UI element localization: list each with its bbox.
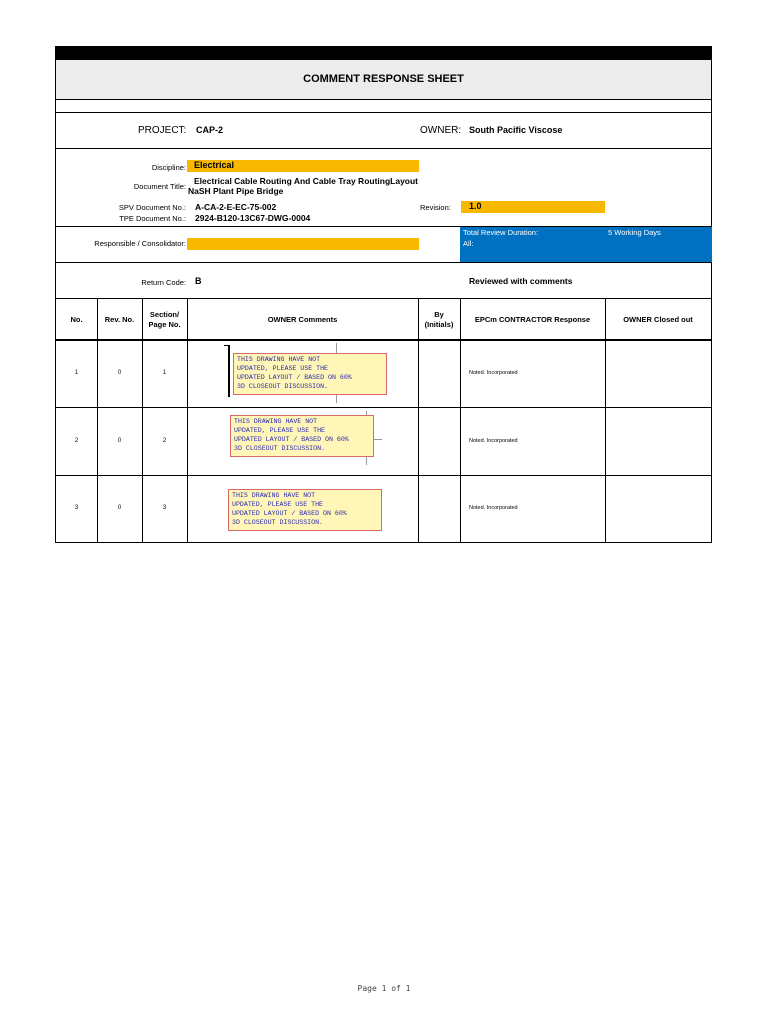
title-block xyxy=(55,59,712,100)
markup-tick xyxy=(224,345,230,346)
comments-table xyxy=(55,298,712,543)
revision-value: 1.0 xyxy=(469,201,482,211)
header-rev: Rev. No. xyxy=(104,315,135,324)
row-1-rev: 0 xyxy=(117,370,122,376)
project-value: CAP-2 xyxy=(196,125,224,135)
tpe-document-label: TPE Document No.: xyxy=(119,214,186,223)
responsible-label: Responsible / Consolidator: xyxy=(94,239,186,248)
owner-label: OWNER: xyxy=(420,125,462,136)
header-no: No. xyxy=(70,315,83,324)
header-divider xyxy=(56,339,711,341)
spv-document-label: SPV Document No.: xyxy=(118,203,186,212)
title-spacer xyxy=(55,99,712,113)
discipline-value: Electrical xyxy=(194,160,235,170)
row-2-no: 2 xyxy=(74,438,79,444)
header-by-line2: (Initials) xyxy=(424,320,454,329)
revision-field xyxy=(461,201,605,213)
review-duration-value: 5 Working Days xyxy=(608,228,661,237)
document-title-label: Document Title: xyxy=(133,182,186,191)
header-section-line2: Page No. xyxy=(148,320,181,329)
revision-label: Revision: xyxy=(420,203,451,212)
header-by-line1: By xyxy=(434,310,444,319)
spv-document-value: A-CA-2-E-EC-75-002 xyxy=(195,202,277,212)
project-label: PROJECT: xyxy=(138,125,187,136)
row-1-page: 1 xyxy=(162,370,167,376)
review-all-label: All: xyxy=(463,239,474,248)
header-section-line1: Section/ xyxy=(149,310,180,319)
project-row xyxy=(55,112,712,149)
col-divider xyxy=(187,299,188,542)
row-3-page: 3 xyxy=(162,505,167,511)
row-3-comment-stamp: THIS DRAWING HAVE NOT UPDATED, PLEASE USE THE UPDATED LAYOUT / BASED ON 60% 3D CLOSEOUT DISCUSSION. xyxy=(228,489,382,531)
document-title-line2: NaSH Plant Pipe Bridge xyxy=(188,186,284,196)
return-code-row xyxy=(55,262,712,299)
document-details xyxy=(55,148,712,227)
discipline-label: Discipline: xyxy=(151,163,186,172)
header-black-bar xyxy=(55,46,712,59)
col-divider xyxy=(460,299,461,542)
header-owner-comments: OWNER Comments xyxy=(267,315,338,324)
markup-tick xyxy=(374,439,382,440)
markup-bracket xyxy=(228,345,230,397)
row-1-no: 1 xyxy=(74,370,79,376)
row-1-comment-stamp: THIS DRAWING HAVE NOT UPDATED, PLEASE USE THE UPDATED LAYOUT / BASED ON 60% 3D CLOSEOUT DISCUSSION. xyxy=(233,353,387,395)
col-divider xyxy=(605,299,606,542)
header-owner-closed-out: OWNER Closed out xyxy=(623,315,693,324)
row-divider xyxy=(56,407,711,408)
page-title: COMMENT RESPONSE SHEET xyxy=(303,73,464,85)
responsible-field xyxy=(187,238,419,250)
row-2-page: 2 xyxy=(162,438,167,444)
discipline-field xyxy=(187,160,419,172)
row-3-response: Noted. Incorporated xyxy=(469,505,518,511)
owner-value: South Pacific Viscose xyxy=(469,125,563,135)
review-duration-panel xyxy=(460,227,712,262)
row-2-comment-stamp: THIS DRAWING HAVE NOT UPDATED, PLEASE USE THE UPDATED LAYOUT / BASED ON 60% 3D CLOSEOUT DISCUSSION. xyxy=(230,415,374,457)
document-title-line1: Electrical Cable Routing And Cable Tray RoutingLayout xyxy=(194,176,419,186)
row-divider xyxy=(56,475,711,476)
return-code-label: Return Code: xyxy=(141,278,186,287)
row-1-response: Noted. Incorporated xyxy=(469,370,518,376)
return-code-value: B xyxy=(195,276,202,286)
review-duration-label: Total Review Duration: xyxy=(463,228,539,237)
header-contractor-response: EPCm CONTRACTOR Response xyxy=(474,315,591,324)
col-divider xyxy=(418,299,419,542)
review-status: Reviewed with comments xyxy=(469,276,573,286)
responsible-row xyxy=(55,226,712,263)
tpe-document-value: 2924-B120-13C67-DWG-0004 xyxy=(195,213,311,223)
row-2-response: Noted. Incorporated xyxy=(469,438,518,444)
page-number: Page 1 of 1 xyxy=(357,984,411,993)
row-2-rev: 0 xyxy=(117,438,122,444)
row-3-rev: 0 xyxy=(117,505,122,511)
row-3-no: 3 xyxy=(74,505,79,511)
